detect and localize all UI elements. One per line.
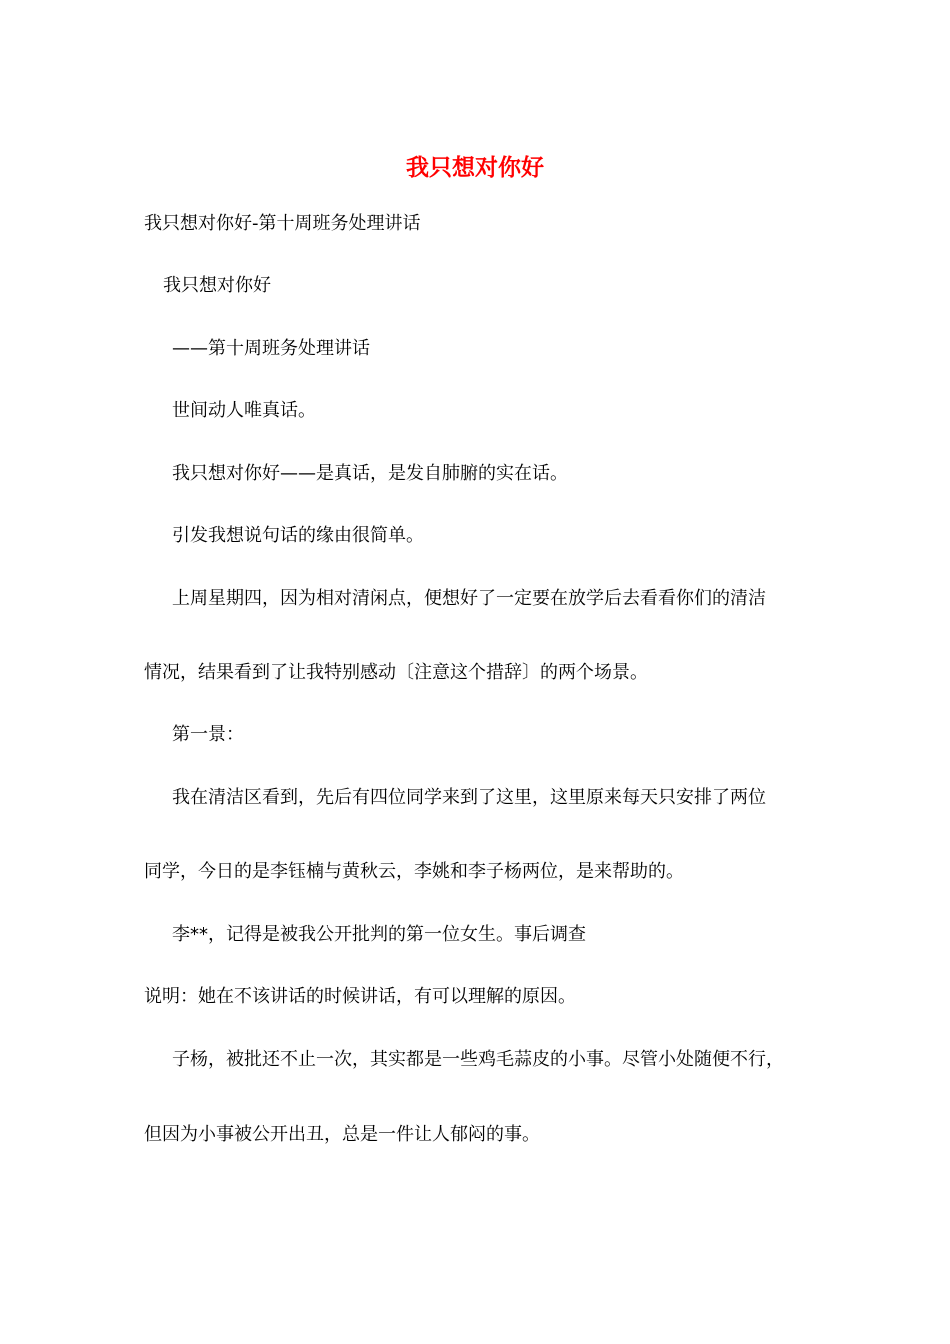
paragraph-line: 说明：她在不该讲话的时候讲话，有可以理解的原因。 bbox=[144, 986, 576, 1007]
paragraph-line: 李**，记得是被我公开批判的第一位女生。事后调查 bbox=[172, 924, 586, 945]
paragraph-line: 我只想对你好——是真话，是发自肺腑的实在话。 bbox=[172, 463, 568, 484]
paragraph-line: 我在清洁区看到，先后有四位同学来到了这里，这里原来每天只安排了两位 bbox=[172, 787, 766, 808]
speech-heading: 我只想对你好 bbox=[163, 275, 271, 296]
subtitle-line: 我只想对你好-第十周班务处理讲话 bbox=[144, 213, 421, 234]
document-title: 我只想对你好 bbox=[406, 154, 544, 181]
paragraph-line: 子杨，被批还不止一次，其实都是一些鸡毛蒜皮的小事。尽管小处随便不行， bbox=[172, 1049, 784, 1070]
paragraph-line: 情况，结果看到了让我特别感动〔注意这个措辞〕的两个场景。 bbox=[144, 662, 648, 683]
speech-subheading: ——第十周班务处理讲话 bbox=[172, 338, 370, 359]
paragraph-line: 但因为小事被公开出丑，总是一件让人郁闷的事。 bbox=[144, 1124, 540, 1145]
paragraph-line: 上周星期四，因为相对清闲点，便想好了一定要在放学后去看看你们的清洁 bbox=[172, 588, 766, 609]
paragraph-line: 世间动人唯真话。 bbox=[172, 400, 316, 421]
paragraph-line: 同学，今日的是李钰楠与黄秋云，李姚和李子杨两位，是来帮助的。 bbox=[144, 861, 684, 882]
section-label: 第一景： bbox=[172, 724, 244, 745]
paragraph-line: 引发我想说句话的缘由很简单。 bbox=[172, 525, 424, 546]
